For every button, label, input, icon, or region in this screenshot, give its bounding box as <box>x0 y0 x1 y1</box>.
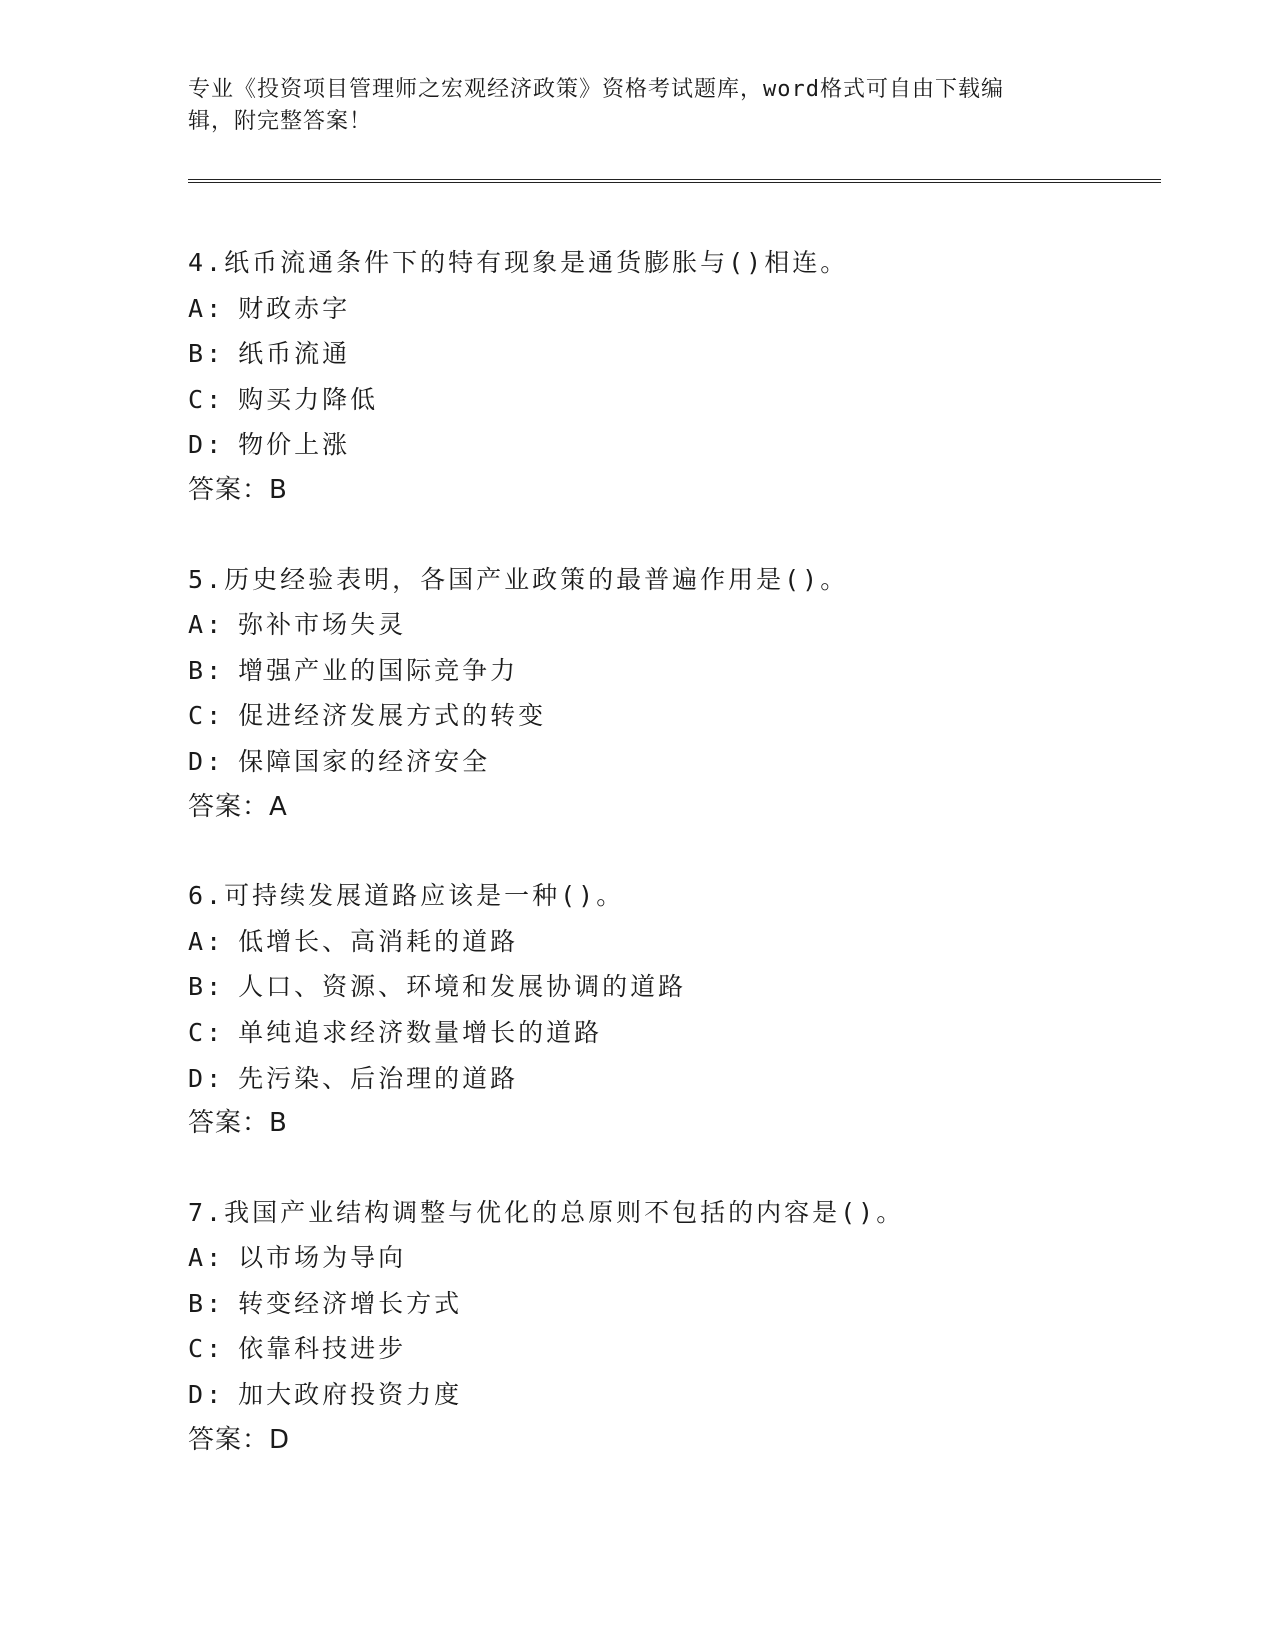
option-letter: B <box>188 655 207 685</box>
option-a <box>188 1235 1188 1281</box>
option-letter: A <box>188 610 207 640</box>
option-text: 依靠科技进步 <box>238 1334 407 1364</box>
option-separator: : <box>206 1288 225 1318</box>
answer-value: B <box>269 1108 288 1139</box>
header-divider <box>188 179 1161 183</box>
option-letter: B <box>188 339 207 369</box>
option-text: 财政赤字 <box>238 293 351 323</box>
option-letter: A <box>188 1243 207 1273</box>
option-text: 以市场为导向 <box>238 1243 407 1273</box>
answer-value: B <box>269 474 288 505</box>
option-separator: : <box>206 1334 225 1364</box>
option-a <box>188 919 1188 965</box>
option-text: 低增长、高消耗的道路 <box>238 926 519 956</box>
option-letter: A <box>188 926 207 956</box>
option-separator: : <box>206 972 225 1002</box>
answer-line <box>188 785 1188 831</box>
option-text: 转变经济增长方式 <box>238 1288 463 1318</box>
question-4 <box>188 240 1188 514</box>
option-text: 弥补市场失灵 <box>238 610 407 640</box>
option-d <box>188 1056 1188 1102</box>
option-separator: : <box>206 1017 225 1047</box>
option-a <box>188 602 1188 648</box>
option-letter: B <box>188 972 207 1002</box>
option-text: 保障国家的经济安全 <box>238 746 491 776</box>
option-c <box>188 1326 1188 1372</box>
option-text: 先污染、后治理的道路 <box>238 1063 519 1093</box>
answer-label: 答案： <box>188 474 270 505</box>
question-list <box>188 240 1188 1506</box>
option-letter: C <box>188 1334 207 1364</box>
option-text: 单纯追求经济数量增长的道路 <box>238 1017 603 1047</box>
question-6 <box>188 873 1188 1147</box>
option-a <box>188 286 1188 332</box>
option-text: 纸币流通 <box>238 339 351 369</box>
option-d <box>188 422 1188 468</box>
option-letter: D <box>188 1063 207 1093</box>
option-separator: : <box>206 655 225 685</box>
option-separator: : <box>206 384 225 414</box>
option-b <box>188 331 1188 377</box>
option-b <box>188 1281 1188 1327</box>
option-letter: C <box>188 701 207 731</box>
header-line-1: 专业《投资项目管理师之宏观经济政策》资格考试题库，word格式可自由下载编 <box>188 77 1004 102</box>
option-c <box>188 377 1188 423</box>
answer-line <box>188 1101 1188 1147</box>
question-stem: 4.纸币流通条件下的特有现象是通货膨胀与()相连。 <box>188 248 849 277</box>
option-separator: : <box>206 339 225 369</box>
answer-label: 答案： <box>188 791 270 822</box>
option-separator: : <box>206 701 225 731</box>
option-letter: D <box>188 746 207 776</box>
document-header <box>188 74 1068 138</box>
option-c <box>188 1010 1188 1056</box>
question-stem: 7.我国产业结构调整与优化的总原则不包括的内容是()。 <box>188 1197 905 1227</box>
option-text: 人口、资源、环境和发展协调的道路 <box>238 972 687 1002</box>
option-letter: C <box>188 384 207 414</box>
question-7 <box>188 1190 1188 1464</box>
option-text: 购买力降低 <box>238 384 379 414</box>
option-b <box>188 648 1188 694</box>
answer-line <box>188 468 1188 514</box>
answer-label: 答案： <box>188 1424 270 1455</box>
option-text: 物价上涨 <box>238 430 351 460</box>
option-separator: : <box>206 1243 225 1273</box>
option-letter: A <box>188 293 207 323</box>
option-letter: D <box>188 430 207 460</box>
answer-value: A <box>269 791 288 822</box>
option-separator: : <box>206 1380 225 1410</box>
option-separator: : <box>206 746 225 776</box>
option-d <box>188 739 1188 785</box>
option-b <box>188 964 1188 1010</box>
option-separator: : <box>206 1063 225 1093</box>
option-separator: : <box>206 430 225 460</box>
option-letter: C <box>188 1017 207 1047</box>
option-separator: : <box>206 293 225 323</box>
answer-value: D <box>269 1424 291 1455</box>
question-stem: 6.可持续发展道路应该是一种()。 <box>188 881 625 911</box>
question-stem: 5.历史经验表明，各国产业政策的最普遍作用是()。 <box>188 564 849 594</box>
option-text: 增强产业的国际竞争力 <box>238 655 519 685</box>
header-line-2: 辑，附完整答案！ <box>188 109 373 134</box>
option-c <box>188 693 1188 739</box>
option-text: 加大政府投资力度 <box>238 1380 463 1410</box>
option-letter: B <box>188 1288 207 1318</box>
option-separator: : <box>206 610 225 640</box>
option-d <box>188 1372 1188 1418</box>
option-text: 促进经济发展方式的转变 <box>238 701 547 731</box>
option-separator: : <box>206 926 225 956</box>
question-5 <box>188 557 1188 831</box>
option-letter: D <box>188 1380 207 1410</box>
answer-label: 答案： <box>188 1108 270 1139</box>
answer-line <box>188 1418 1188 1464</box>
